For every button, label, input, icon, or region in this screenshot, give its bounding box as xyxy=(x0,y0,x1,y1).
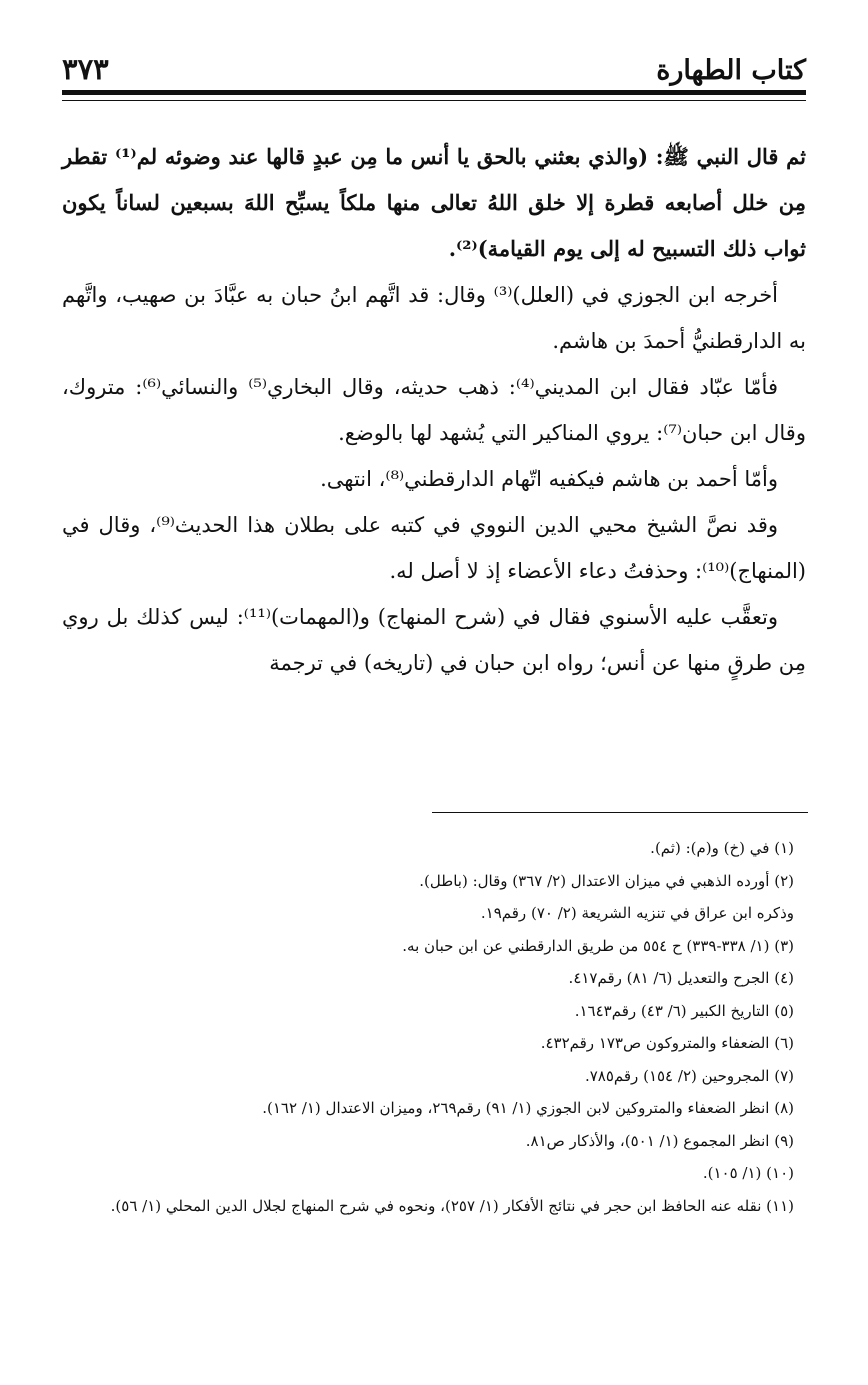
main-text xyxy=(62,134,806,686)
footnote-item: (٥) التاريخ الكبير (٦/ ٤٣) رقم١٦٤٣. xyxy=(574,1001,794,1020)
footnote-item: وذكره ابن عراق في تنزيه الشريعة (٢/ ٧٠) رقم١٩. xyxy=(480,904,794,922)
footnote-item: (١٠) (١/ ١٠٥). xyxy=(702,1164,794,1182)
footnote-item: (٨) انظر الضعفاء والمتروكين لابن الجوزي (١/ ٩١) رقم٢٦٩، وميزان الاعتدال (١/ ١٦٢). xyxy=(262,1099,794,1117)
footnote-item: (٤) الجرح والتعديل (٦/ ٨١) رقم٤١٧. xyxy=(568,969,794,987)
footnote-separator xyxy=(432,812,808,813)
paragraph-abbad: فأمّا عبّاد فقال ابن المديني⁽⁴⁾: ذهب حديثه، وقال البخاري⁽⁵⁾ والنسائي⁽⁶⁾: متروك، وقال ابن حبان⁽⁷⁾: يروي المناكير التي يُشهد لها بالوضع. xyxy=(62,375,806,445)
footnote-item: (١) في (خ) و(م): (ثم). xyxy=(650,839,794,857)
page-number: ٣٧٣ xyxy=(62,52,109,86)
footnote-item: (٢) أورده الذهبي في ميزان الاعتدال (٢/ ٣٦٧) وقال: (باطل). xyxy=(419,871,794,890)
footnote-item: (٩) انظر المجموع (١/ ٥٠١)، والأذكار ص٨١. xyxy=(525,1131,794,1150)
paragraph-asnawi: وتعقَّب عليه الأسنوي فقال في (شرح المنهاج) و(المهمات)⁽¹¹⁾: ليس كذلك بل روي مِن طرقٍ منها عن أنس؛ رواه ابن حبان في (تاريخه) في ترجمة xyxy=(62,605,806,675)
paragraph-hadith: ثم قال النبي ﷺ: (والذي بعثني بالحق يا أنس ما مِن عبدٍ قالها عند وضوئه لم⁽¹⁾ تقطر مِن خلل أصابعه قطرة إلا خلق اللهُ تعالى منها ملكاً يسبِّح اللهَ بسبعين لساناً يكون ثواب ذلك التسبيح له إلى يوم القيامة)⁽²⁾. xyxy=(62,144,806,261)
footnote-item: (٣) (١/ ٣٣٨-٣٣٩) ح ٥٥٤ من طريق الدارقطني عن ابن حبان به. xyxy=(402,936,794,955)
paragraph-ahmad: وأمّا أحمد بن هاشم فيكفيه اتّهام الدارقطني⁽⁸⁾، انتهى. xyxy=(320,467,778,491)
footnote-item: (٦) الضعفاء والمتروكون ص١٧٣ رقم٤٣٢. xyxy=(540,1034,794,1052)
paragraph-nawawi: وقد نصَّ الشيخ محيي الدين النووي في كتبه على بطلان هذا الحديث⁽⁹⁾، وقال في (المنهاج)⁽¹⁰⁾: وحذفتُ دعاء الأعضاء إذ لا أصل له. xyxy=(62,513,806,583)
paragraph-takhrij: أخرجه ابن الجوزي في (العلل)⁽³⁾ وقال: قد اتَّهم ابنُ حبان به عبَّادَ بن صهيب، واتَّهم به الدارقطنيُّ أحمدَ بن هاشم. xyxy=(62,283,806,353)
running-header xyxy=(62,36,806,84)
footnotes xyxy=(58,832,806,1222)
header-rule-thick xyxy=(62,90,806,95)
footnote-item: (١١) نقله عنه الحافظ ابن حجر في نتائج الأفكار (١/ ٢٥٧)، ونحوه في شرح المنهاج لجلال الدين المحلي (١/ ٥٦). xyxy=(110,1196,794,1215)
chapter-title: كتاب الطهارة xyxy=(656,55,806,86)
header-rule-thin xyxy=(62,100,806,101)
footnote-item: (٧) المجروحين (٢/ ١٥٤) رقم٧٨٥. xyxy=(584,1066,794,1085)
